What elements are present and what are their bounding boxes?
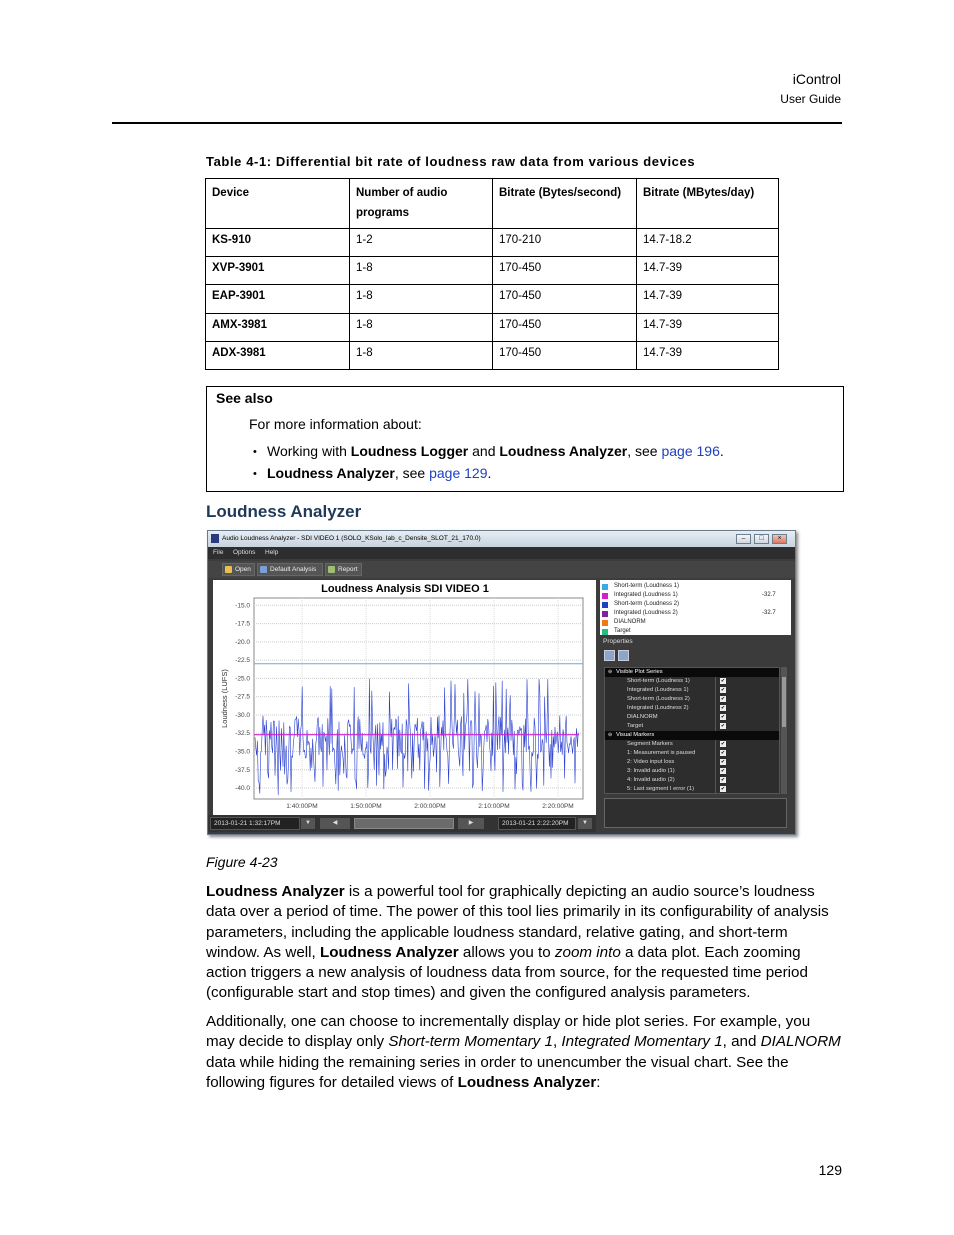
property-label: DIALNORM: [627, 714, 658, 720]
property-label: Visible Plot Series: [616, 669, 663, 675]
text: is a powerful tool for graphically depicting an audio source’s loudness data over a period of time. The power of this tool lies primarily in its configurability of analysis parameters, including the applicable loudness standard, relative gating, and short-term window. As well,: [206, 883, 829, 961]
plot-area: [254, 598, 583, 799]
property-category[interactable]: [605, 731, 780, 740]
see-also-intro: For more information about:: [249, 416, 422, 432]
property-row[interactable]: [605, 722, 780, 731]
column-divider: [715, 767, 716, 776]
property-row[interactable]: [605, 749, 780, 758]
y-tick-label: -25.0: [235, 675, 250, 683]
checkbox[interactable]: ✔: [720, 723, 726, 729]
table-header-cell: Bitrate (Bytes/second): [493, 179, 637, 229]
table-cell: 1-8: [350, 285, 493, 313]
body-paragraph-2: [206, 1012, 842, 1093]
y-tick-label: -22.5: [235, 657, 250, 665]
table-cell: ADX-3981: [206, 341, 350, 369]
text: :: [596, 1073, 601, 1091]
checkbox[interactable]: ✔: [720, 786, 726, 792]
x-tick-label: 1:50:00PM: [350, 803, 382, 810]
y-tick-label: -15.0: [235, 602, 250, 610]
window-title: Audio Loudness Analyzer - SDI VIDEO 1 (SOLO_KSolo_lab_c_Densite_SLOT_21_170.0): [222, 535, 481, 542]
column-divider: [715, 686, 716, 695]
start-time-field[interactable]: 2013-01-21 1:32:17PM: [210, 817, 300, 830]
table-cell: 14.7-18.2: [637, 229, 779, 257]
table-row: [206, 341, 779, 369]
table-cell: 170-450: [493, 285, 637, 313]
column-divider: [715, 677, 716, 686]
table-cell: 170-450: [493, 313, 637, 341]
text: , and: [722, 1033, 761, 1051]
legend-swatch: [602, 584, 608, 590]
report-label: Report: [338, 566, 358, 573]
property-row[interactable]: [605, 695, 780, 704]
right-panel: [600, 580, 791, 832]
window-titlebar: [208, 531, 795, 547]
section-title: Loudness Analyzer: [206, 502, 362, 521]
table-cell: 14.7-39: [637, 341, 779, 369]
checkbox[interactable]: ✔: [720, 750, 726, 756]
property-label: Short-term (Loudness 1): [627, 678, 690, 684]
property-label: Visual Markers: [616, 732, 655, 738]
scroll-left-icon[interactable]: ◀: [320, 818, 350, 829]
property-label: Integrated (Loudness 2): [627, 705, 689, 711]
table-header-cell: Number of audio programs: [350, 179, 493, 229]
y-tick-label: -17.5: [235, 620, 250, 628]
table-cell: 14.7-39: [637, 285, 779, 313]
text: a data plot. Each zooming action triggers a new analysis of loudness data from source, for the requested time period (configurable start and stop times) and given the configured analysis parameters.: [206, 943, 808, 1002]
folder-icon: [225, 566, 232, 573]
checkbox[interactable]: ✔: [720, 777, 726, 783]
legend-value: -32.7: [762, 610, 776, 616]
italic-term: Integrated Momentary 1: [561, 1033, 723, 1051]
collapse-icon[interactable]: ⊖: [608, 669, 613, 675]
properties-toolbar: [604, 650, 632, 663]
text: .: [719, 443, 724, 459]
property-row[interactable]: [605, 677, 780, 686]
y-tick-label: -27.5: [235, 693, 250, 701]
text: , see: [394, 465, 430, 481]
legend-label: Integrated (Loudness 2): [614, 610, 678, 616]
text: allows you to: [458, 943, 555, 961]
table-row: [206, 313, 779, 341]
y-tick-label: -37.5: [235, 766, 250, 774]
open-button[interactable]: [222, 563, 255, 576]
chart-legend: [600, 580, 791, 635]
table-cell: 1-8: [350, 341, 493, 369]
body-paragraph-1: [206, 882, 842, 1004]
x-tick-label: 2:00:00PM: [414, 803, 446, 810]
table-row: [206, 257, 779, 285]
property-row[interactable]: [605, 776, 780, 785]
see-also-list: [253, 443, 724, 487]
legend-swatch: [602, 629, 608, 635]
end-time-field[interactable]: 2013-01-21 2:22:20PM: [498, 817, 576, 830]
table-row: [206, 229, 779, 257]
table-cell: 1-2: [350, 229, 493, 257]
property-label: 1: Measurement is paused: [627, 750, 696, 756]
property-label: 2: Video input loss: [627, 759, 675, 765]
property-category[interactable]: [605, 668, 780, 677]
bold-term: Loudness Analyzer: [319, 943, 459, 961]
column-divider: [715, 785, 716, 794]
loudness-chart[interactable]: [213, 580, 596, 832]
checkbox[interactable]: ✔: [720, 696, 726, 702]
property-row[interactable]: [605, 785, 780, 794]
toolbar: [208, 561, 795, 578]
checkbox[interactable]: ✔: [720, 759, 726, 765]
legend-swatch: [602, 611, 608, 617]
column-divider: [715, 776, 716, 785]
table-cell: 170-210: [493, 229, 637, 257]
collapse-icon[interactable]: ⊖: [608, 732, 613, 738]
italic-term: Short-term Momentary 1: [388, 1033, 553, 1051]
x-tick-label: 2:20:00PM: [542, 803, 574, 810]
property-description-box: [604, 798, 787, 828]
property-row[interactable]: [605, 686, 780, 695]
table-cell: AMX-3981: [206, 313, 350, 341]
y-tick-label: -40.0: [235, 785, 250, 793]
page-196-link[interactable]: page 196: [661, 443, 720, 459]
x-tick-label: 2:10:00PM: [478, 803, 510, 810]
x-tick-label: 1:40:00PM: [286, 803, 318, 810]
bold-term: Loudness Logger: [350, 443, 469, 459]
table-row: [206, 285, 779, 313]
bold-term: Loudness Analyzer: [499, 443, 628, 459]
page-129-link[interactable]: page 129: [429, 465, 488, 481]
table-cell: XVP-3901: [206, 257, 350, 285]
properties-scrollbar[interactable]: [781, 667, 787, 794]
legend-label: Target: [614, 628, 631, 634]
open-label: Open: [235, 566, 251, 573]
property-label: 3: Invalid audio (1): [627, 768, 675, 774]
checkbox[interactable]: ✔: [720, 678, 726, 684]
property-row[interactable]: [605, 713, 780, 722]
y-tick-label: -35.0: [235, 748, 250, 756]
close-icon[interactable]: ×: [772, 534, 787, 544]
table-cell: 170-450: [493, 341, 637, 369]
y-tick-label: -20.0: [235, 638, 250, 646]
property-label: Segment Markers: [627, 741, 673, 747]
bold-term: Loudness Analyzer: [206, 883, 345, 900]
y-tick-label: -30.0: [235, 711, 250, 719]
table-cell: KS-910: [206, 229, 350, 257]
product-name: iControl: [792, 71, 841, 87]
text: Additionally, one can choose to incrementally display or hide plot series. For example, you may decide to display only: [206, 1013, 811, 1051]
see-also-item: [253, 465, 724, 487]
table-header-row: [206, 179, 779, 229]
scroll-thumb[interactable]: [782, 677, 786, 727]
text: and: [468, 443, 500, 459]
page-number: 129: [818, 1162, 842, 1178]
properties-title: Properties: [603, 638, 633, 645]
end-dropdown-icon[interactable]: ▼: [578, 818, 592, 829]
legend-value: -32.7: [762, 592, 776, 598]
checkbox[interactable]: ✔: [720, 741, 726, 747]
checkbox[interactable]: ✔: [720, 687, 726, 693]
property-label: 4: Invalid audio (2): [627, 777, 675, 783]
bitrate-table: [205, 178, 779, 370]
table-cell: 14.7-39: [637, 257, 779, 285]
report-icon: [328, 566, 335, 573]
property-label: Target: [627, 723, 644, 729]
legend-label: Integrated (Loudness 1): [614, 592, 678, 598]
italic-term: zoom into: [554, 943, 621, 961]
default-analysis-button[interactable]: [257, 563, 323, 576]
text: , see: [627, 443, 662, 459]
checkbox[interactable]: ✔: [720, 714, 726, 720]
minimize-icon[interactable]: –: [736, 534, 751, 544]
see-also-title: See also: [216, 390, 273, 406]
text: data while hiding the remaining series in order to unencumber the visual chart. See the following figures for detailed views of: [206, 1053, 789, 1091]
property-row[interactable]: [605, 758, 780, 767]
column-divider: [715, 758, 716, 767]
legend-label: Short-term (Loudness 1): [614, 583, 680, 589]
menu-file[interactable]: File: [213, 549, 224, 556]
y-axis-label: Loudness (LUFS): [220, 669, 229, 728]
column-divider: [715, 749, 716, 758]
table-cell: 14.7-39: [637, 313, 779, 341]
categorized-icon[interactable]: [618, 650, 629, 661]
legend-label: Short-term (Loudness 2): [614, 601, 680, 607]
italic-term: DIALNORM: [760, 1033, 841, 1051]
legend-swatch: [602, 602, 608, 608]
chart-panel[interactable]: [213, 580, 596, 832]
column-divider: [715, 695, 716, 704]
column-divider: [715, 704, 716, 713]
text: .: [487, 465, 492, 481]
table-header-cell: Device: [206, 179, 350, 229]
checkbox[interactable]: ✔: [720, 705, 726, 711]
loudness-analyzer-window: [207, 530, 796, 835]
scroll-right-icon[interactable]: ▶: [458, 818, 484, 829]
property-row[interactable]: [605, 767, 780, 776]
app-icon: [211, 534, 219, 543]
time-range-bar: [208, 815, 596, 832]
default-analysis-label: Default Analysis: [270, 566, 317, 573]
text: Working with: [267, 443, 351, 459]
properties-grid: [604, 667, 780, 794]
sort-icon[interactable]: [604, 650, 615, 661]
see-also-box: [206, 386, 844, 492]
table-cell: 170-450: [493, 257, 637, 285]
legend-swatch: [602, 620, 608, 626]
table-cell: 1-8: [350, 313, 493, 341]
figure-caption: Figure 4-23: [206, 854, 278, 870]
menu-help[interactable]: Help: [265, 549, 279, 556]
property-label: Integrated (Loudness 1): [627, 687, 689, 693]
property-row[interactable]: [605, 704, 780, 713]
property-row[interactable]: [605, 740, 780, 749]
column-divider: [715, 722, 716, 731]
analysis-icon: [260, 566, 267, 573]
table-cell: 1-8: [350, 257, 493, 285]
start-dropdown-icon[interactable]: ▼: [301, 818, 315, 829]
see-also-item: [253, 443, 724, 465]
time-slider[interactable]: [354, 818, 454, 829]
chart-title: Loudness Analysis SDI VIDEO 1: [321, 583, 489, 595]
legend-label: DIALNORM: [614, 619, 646, 625]
guide-name: User Guide: [780, 92, 841, 106]
report-button[interactable]: [325, 563, 362, 576]
menu-bar: [208, 547, 795, 559]
table-header-cell: Bitrate (MBytes/day): [637, 179, 779, 229]
bold-term: Loudness Analyzer: [267, 465, 395, 481]
menu-options[interactable]: Options: [233, 549, 256, 556]
y-tick-label: -32.5: [235, 730, 250, 738]
column-divider: [715, 740, 716, 749]
table-caption: Table 4-1: Differential bit rate of loudness raw data from various devices: [206, 154, 696, 169]
maximize-icon[interactable]: □: [754, 534, 769, 544]
checkbox[interactable]: ✔: [720, 768, 726, 774]
property-label: 5: Last segment I error (1): [627, 786, 695, 792]
legend-swatch: [602, 593, 608, 599]
bold-term: Loudness Analyzer: [457, 1073, 597, 1091]
header-rule: [112, 122, 842, 124]
property-label: Short-term (Loudness 2): [627, 696, 690, 702]
text: ,: [552, 1033, 562, 1051]
table-cell: EAP-3901: [206, 285, 350, 313]
column-divider: [715, 713, 716, 722]
